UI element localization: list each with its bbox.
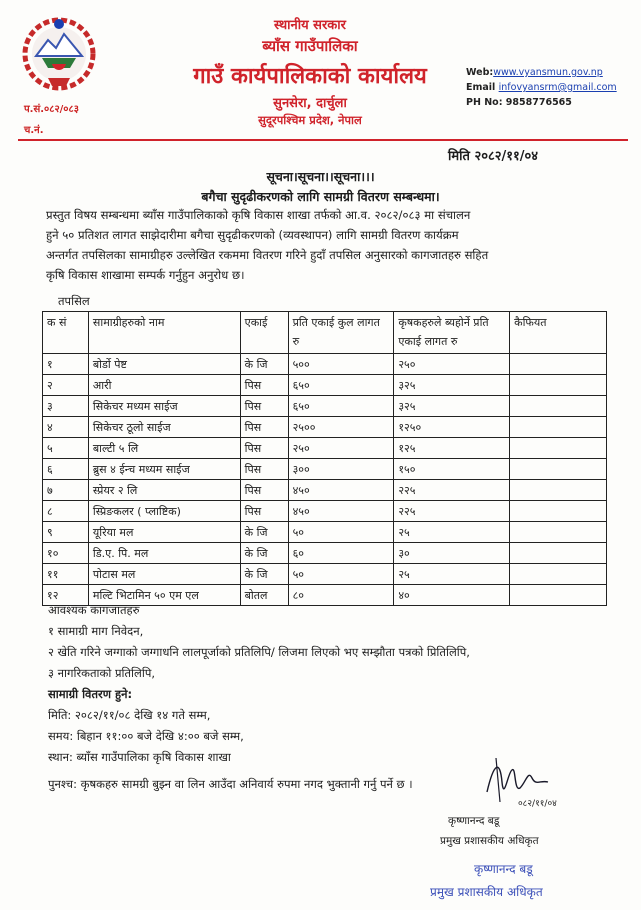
cell-sn: १२ [43,585,89,606]
stamp-name: कृष्णानन्द बडू [474,862,533,876]
postscript-note: पुनश्च: कृषकहरु सामग्री बुझ्न वा लिन आउँदा अनिवार्य रुपमा नगद भुक्तानी गर्नु पर्ने छ । [48,777,413,791]
cell-farmer-cost: २५ [394,522,510,543]
cell-unit: के जि [240,522,288,543]
cell-unit: पिस [240,375,288,396]
notice-title: सूचना।सूचना।।सूचना।।। [266,169,375,184]
cell-unit: पिस [240,480,288,501]
header-municipality: ब्याँस गाउँपालिका [262,37,358,55]
notice-body [46,205,606,285]
table-row [43,480,607,501]
cell-farmer-cost: ३२५ [394,375,510,396]
cell-farmer-cost: २२५ [394,480,510,501]
cell-sn: ८ [43,501,89,522]
cell-sn: ९ [43,522,89,543]
table-header-row [43,312,607,354]
cell-remarks [510,354,607,375]
body-line: हुने ५० प्रतिशत लागत साझेदारीमा बगैचा सुदृढीकरणको (व्यवस्थापन) लागि सामग्री वितरण कार्यक्रम [46,228,459,242]
cell-sn: ११ [43,564,89,585]
cell-farmer-cost: १२५० [394,417,510,438]
cell-sn: १० [43,543,89,564]
header-office-title: गाउँ कार्यपालिकाको कार्यालय [193,64,427,89]
cell-sn: ४ [43,417,89,438]
tapasil-label: तपसिल [58,294,90,308]
cell-remarks [510,417,607,438]
header-province: सुदूरपश्चिम प्रदेश, नेपाल [258,113,362,127]
table-row [43,354,607,375]
cell-sn: ६ [43,459,89,480]
cell-total-cost: ५० [288,522,394,543]
web-label: Web: [466,67,494,78]
cell-farmer-cost: ४० [394,585,510,606]
signature-date: ०८२/११/०४ [518,799,557,809]
stamp-title: प्रमुख प्रशासकीय अधिकृत [430,885,543,899]
cell-farmer-cost: २५० [394,354,510,375]
cell-item: ब्रुस ४ ईन्च मध्यम साईज [88,459,240,480]
cell-unit: पिस [240,501,288,522]
col-header-farmer-cost: कृषकहरुले ब्यहोर्ने प्रति एकाई लागत रु [394,312,510,354]
cell-farmer-cost: १२५ [394,438,510,459]
col-header-sn: क सं [43,312,89,354]
cell-remarks [510,501,607,522]
cell-remarks [510,564,607,585]
table-row [43,543,607,564]
cell-sn: २ [43,375,89,396]
cell-total-cost: २५०० [288,417,394,438]
cell-item: आरी [88,375,240,396]
cell-total-cost: ४५० [288,501,394,522]
cell-remarks [510,396,607,417]
col-header-unit: एकाई [240,312,288,354]
cell-farmer-cost: १५० [394,459,510,480]
cell-total-cost: २५० [288,438,394,459]
body-line: अन्तर्गत तपसिलका सामाग्रीहरु उल्लेखित रकममा वितरण गरिने हुदाँ तपसिल अनुसारको कागजातहरु सहित [46,248,489,262]
contact-email [466,82,617,93]
doc-item: ३ नागरिकताको प्रतिलिपि, [48,666,156,680]
contact-phone: PH No: 9858776565 [466,97,572,108]
signatory-title: प्रमुख प्रशासकीय अधिकृत [440,835,539,847]
cell-remarks [510,459,607,480]
cell-unit: बोतल [240,585,288,606]
col-header-total-cost: प्रति एकाई कुल लागत रु [288,312,394,354]
cell-item: यूरिया मल [88,522,240,543]
fiscal-year: प.सं.०८२/०८३ [24,104,79,115]
table-row [43,501,607,522]
doc-item: २ खेति गरिने जग्गाको जग्गाधनि लालपूर्जाको प्रतिलिपि/ लिजमा लिएको भए सम्झौता पत्रको प्रितिलिपि, [48,645,470,659]
cell-remarks [510,480,607,501]
header-divider [18,139,628,141]
cell-total-cost: ५०० [288,354,394,375]
cell-unit: पिस [240,417,288,438]
cell-item: बोर्डो पेष्ट [88,354,240,375]
col-header-item: सामाग्रीहरुको नाम [88,312,240,354]
materials-table [42,311,607,606]
reference-number: च.नं. [24,125,44,136]
cell-farmer-cost: ३२५ [394,396,510,417]
cell-farmer-cost: २५ [394,564,510,585]
document-date: मिति २०८२/११/०४ [448,149,539,164]
table-row [43,375,607,396]
cell-total-cost: ६५० [288,375,394,396]
table-row [43,417,607,438]
cell-total-cost: ६५० [288,396,394,417]
cell-remarks [510,585,607,606]
email-link[interactable]: infovyansrm@gmail.com [498,82,617,93]
distribution-place: स्थान: ब्याँस गाउँपालिका कृषि विकास शाखा [48,750,231,764]
cell-sn: ३ [43,396,89,417]
signatory-name: कृष्णानन्द बडू [448,815,500,827]
cell-farmer-cost: ३० [394,543,510,564]
cell-item: मल्टि भिटामिन ५० एम एल [88,585,240,606]
cell-item: पोटास मल [88,564,240,585]
docs-title: आवश्यक कागजातहरु [48,603,140,617]
distribution-time: समय: बिहान ११:०० बजे देखि ४:०० बजे सम्म, [48,729,244,743]
nepal-emblem-logo [18,14,100,92]
cell-unit: पिस [240,438,288,459]
table-row [43,564,607,585]
cell-remarks [510,438,607,459]
header-local-government: स्थानीय सरकार [274,18,346,33]
cell-total-cost: ४५० [288,480,394,501]
cell-unit: के जि [240,354,288,375]
distribution-date: मिति: २०८२/११/०८ देखि १४ गते सम्म, [48,708,211,722]
col-header-remarks: कैफियत [510,312,607,354]
cell-remarks [510,522,607,543]
cell-farmer-cost: २२५ [394,501,510,522]
table-row [43,522,607,543]
cell-total-cost: ८० [288,585,394,606]
cell-total-cost: ५० [288,564,394,585]
cell-unit: के जि [240,543,288,564]
cell-remarks [510,375,607,396]
contact-web [466,67,603,78]
cell-item: सिकेचर मध्यम साईज [88,396,240,417]
cell-unit: पिस [240,396,288,417]
body-line: कृषि विकास शाखामा सम्पर्क गर्नुहुन अनुरोध छ। [46,268,245,282]
cell-unit: पिस [240,459,288,480]
cell-item: डि.ए. पि. मल [88,543,240,564]
cell-sn: ५ [43,438,89,459]
cell-item: सिकेचर ठूलो साईज [88,417,240,438]
doc-item: १ सामाग्री माग निवेदन, [48,624,144,638]
distribution-title: सामाग्री वितरण हुने: [48,687,133,701]
cell-total-cost: ३०० [288,459,394,480]
table-row [43,396,607,417]
notice-subject: बगैचा सुदृढीकरणको लागि सामग्री वितरण सम्बन्धमा। [201,189,440,204]
cell-remarks [510,543,607,564]
body-line: प्रस्तुत विषय सम्बन्धमा ब्याँस गाउँपालिकाको कृषि विकास शाखा तर्फको आ.व. २०८२/०८३ मा संचालन [46,208,471,222]
header-address: सुनसेरा, दार्चुला [273,96,347,111]
cell-sn: १ [43,354,89,375]
table-row [43,438,607,459]
cell-total-cost: ६० [288,543,394,564]
table-row [43,459,607,480]
email-label: Email [466,82,496,93]
cell-unit: के जि [240,564,288,585]
cell-item: स्प्रिङकलर ( प्लाष्टिक) [88,501,240,522]
cell-item: बाल्टी ५ लि [88,438,240,459]
web-link[interactable]: www.vyansmun.gov.np [493,67,603,78]
cell-sn: ७ [43,480,89,501]
cell-item: स्प्रेयर २ लि [88,480,240,501]
